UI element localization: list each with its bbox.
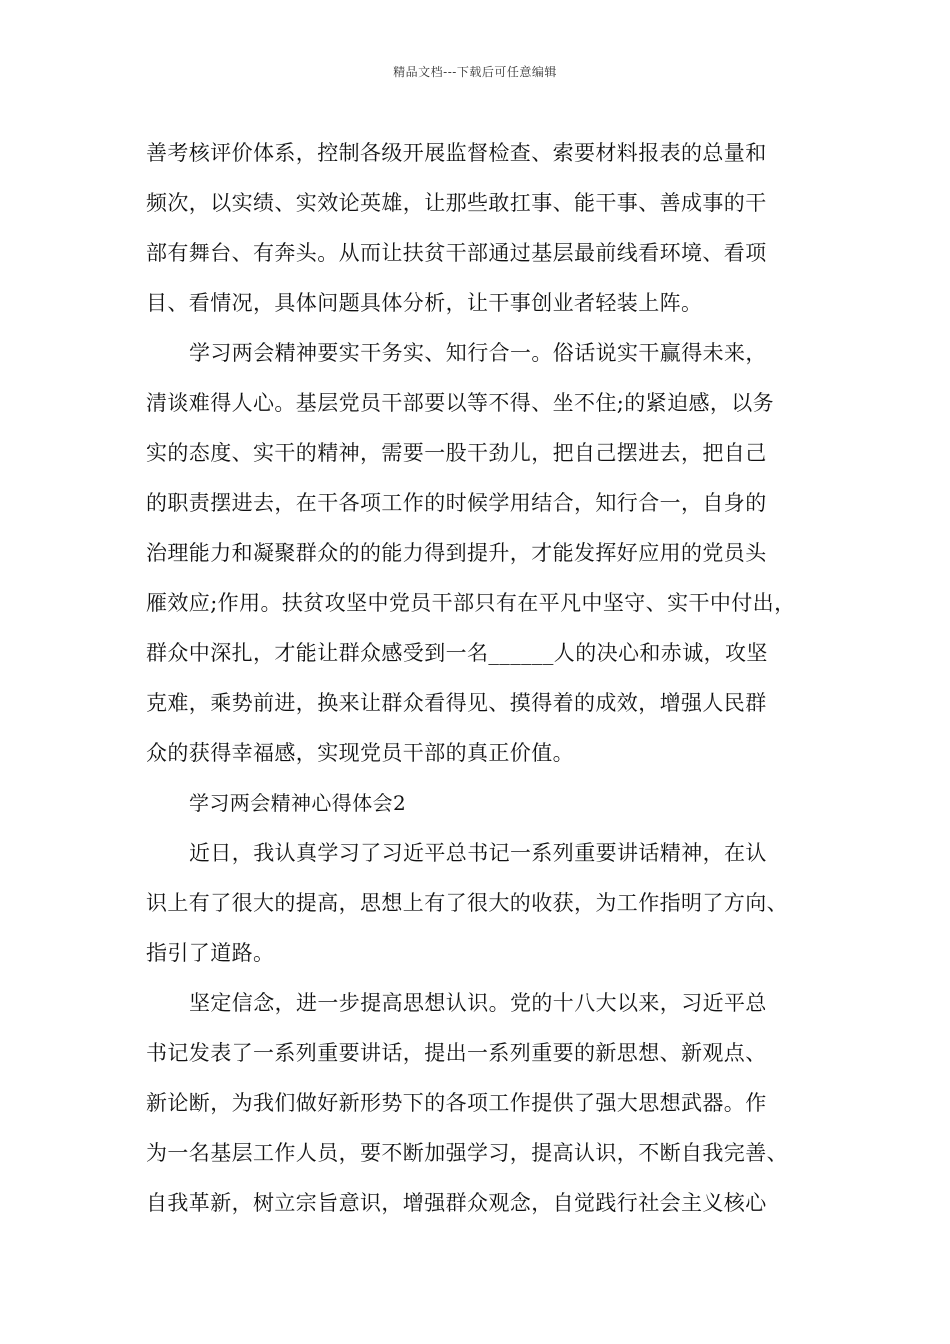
text-line: 为一名基层工作人员，要不断加强学习，提高认识，不断自我完善、 (146, 1141, 788, 1165)
text-line: 近日，我认真学习了习近平总书记一系列重要讲话精神，在认 (189, 841, 767, 865)
text-line: 坚定信念，进一步提高思想认识。党的十八大以来，习近平总 (189, 991, 767, 1015)
text-line: 目、看情况，具体问题具体分析，让干事创业者轻装上阵。 (146, 291, 703, 315)
page-header: 精品文档---下载后可任意编辑 (393, 65, 557, 79)
text-line: 善考核评价体系，控制各级开展监督检查、索要材料报表的总量和 (146, 141, 767, 165)
text-line: 频次，以实绩、实效论英雄，让那些敢扛事、能干事、善成事的干 (146, 191, 767, 215)
text-line: 学习两会精神要实干务实、知行合一。俗话说实干赢得未来， (189, 341, 767, 365)
text-line: 清谈难得人心。基层党员干部要以等不得、坐不住;的紧迫感，以务 (146, 391, 775, 415)
text-line: 自我革新，树立宗旨意识，增强群众观念，自觉践行社会主义核心 (146, 1191, 767, 1215)
text-line: 部有舞台、有奔头。从而让扶贫干部通过基层最前线看环境、看项 (146, 241, 767, 265)
document-body (146, 128, 826, 1228)
text-line: 新论断，为我们做好新形势下的各项工作提供了强大思想武器。作 (146, 1091, 767, 1115)
text-line: 众的获得幸福感，实现党员干部的真正价值。 (146, 741, 574, 765)
text-line: 的职责摆进去，在干各项工作的时候学用结合，知行合一，自身的 (146, 491, 767, 515)
section-heading: 学习两会精神心得体会2 (189, 791, 407, 815)
text-line: 克难，乘势前进，换来让群众看得见、摸得着的成效，增强人民群 (146, 691, 767, 715)
text-line: 识上有了很大的提高，思想上有了很大的收获，为工作指明了方向、 (146, 891, 788, 915)
text-line: 雁效应;作用。扶贫攻坚中党员干部只有在平凡中坚守、实干中付出， (146, 591, 796, 615)
text-line: 治理能力和凝聚群众的的能力得到提升，才能发挥好应用的党员头 (146, 541, 767, 565)
text-line: 指引了道路。 (146, 941, 275, 965)
text-line: 群众中深扎，才能让群众感受到一名______人的决心和赤诚，攻坚 (146, 641, 768, 665)
text-line: 实的态度、实干的精神，需要一股干劲儿，把自己摆进去，把自己 (146, 441, 767, 465)
text-line: 书记发表了一系列重要讲话，提出一系列重要的新思想、新观点、 (146, 1041, 767, 1065)
